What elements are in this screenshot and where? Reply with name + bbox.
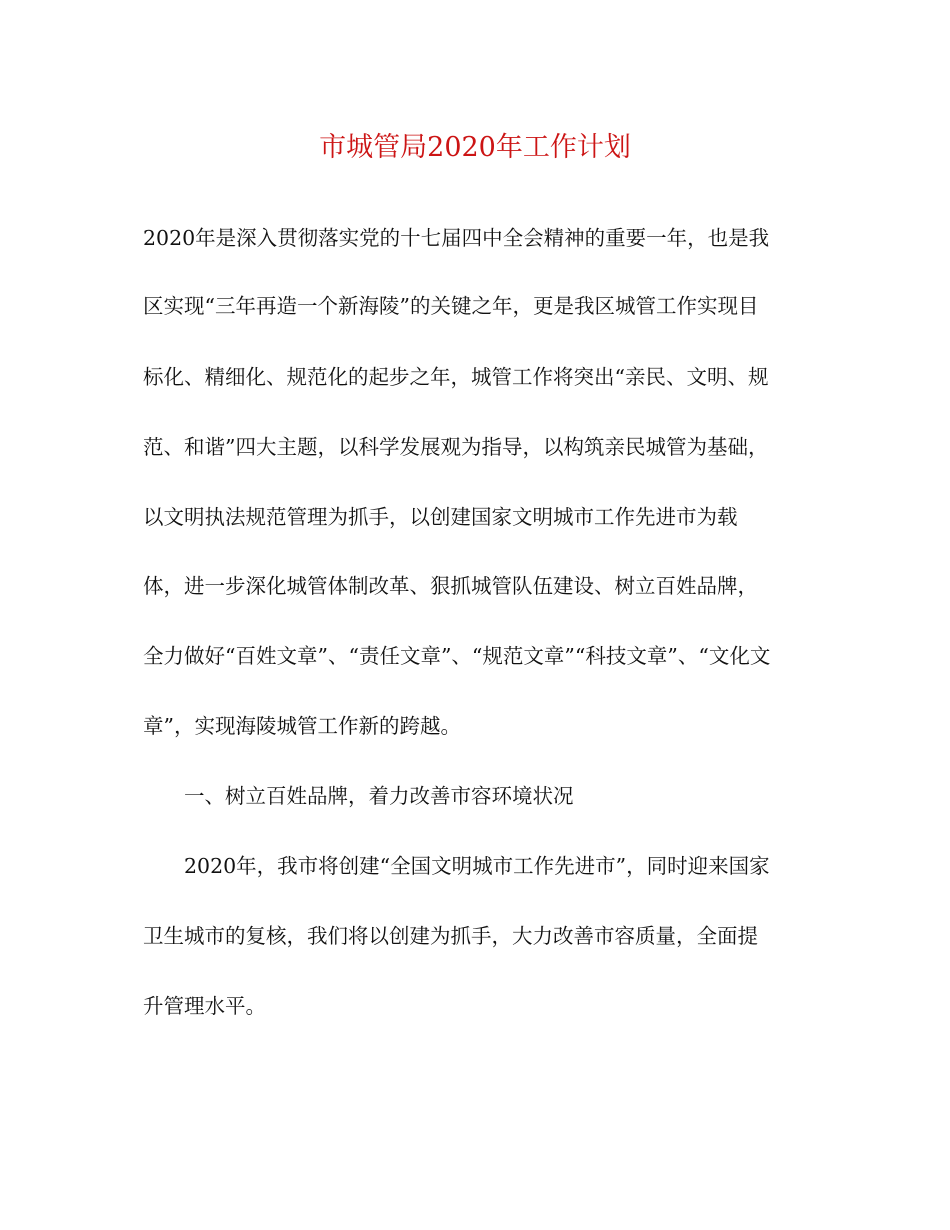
body-line-4: 范、和谐”四大主题，以科学发展观为指导，以构筑亲民城管为基础， — [143, 435, 769, 459]
body-line-2: 区实现“三年再造一个新海陵”的关键之年，更是我区城管工作实现目 — [143, 294, 759, 318]
body-line-6: 体，进一步深化城管体制改革、狠抓城管队伍建设、树立百姓品牌， — [143, 574, 758, 598]
body-line-8: 章”，实现海陵城管工作新的跨越。 — [143, 714, 461, 738]
body-line-12: 升管理水平。 — [143, 994, 266, 1018]
section-heading-1: 一、树立百姓品牌，着力改善市容环境状况 — [184, 784, 574, 808]
body-line-11: 卫生城市的复核，我们将以创建为抓手，大力改善市容质量，全面提 — [143, 924, 758, 948]
body-line-7: 全力做好“百姓文章”、“责任文章”、“规范文章”“科技文章”、“文化文 — [143, 644, 771, 668]
body-line-5: 以文明执法规范管理为抓手，以创建国家文明城市工作先进市为载 — [143, 505, 738, 529]
body-line-10: 2020年，我市将创建“全国文明城市工作先进市”，同时迎来国家 — [184, 854, 770, 878]
body-line-1: 2020年是深入贯彻落实党的十七届四中全会精神的重要一年，也是我 — [143, 226, 770, 250]
body-line-3: 标化、精细化、规范化的起步之年，城管工作将突出“亲民、文明、规 — [143, 365, 769, 389]
document-title: 市城管局2020年工作计划 — [319, 132, 631, 163]
